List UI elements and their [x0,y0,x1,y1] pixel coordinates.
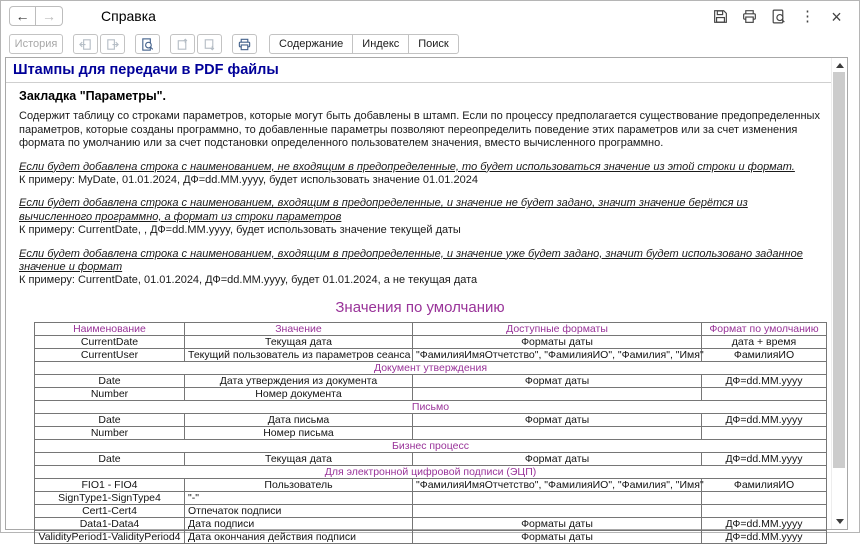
column-header: Доступные форматы [413,323,702,336]
section-label: Бизнес процесс [35,440,827,453]
table-cell: ФамилияИО [702,479,827,492]
table-cell: Дата письма [185,414,413,427]
print-button[interactable] [740,7,759,26]
table-cell: Пользователь [185,479,413,492]
save-icon [712,8,729,25]
section-label: Документ утверждения [35,362,827,375]
table-row [35,505,827,518]
table-cell: Отпечаток подписи [185,505,413,518]
table-cell [702,492,827,505]
table-cell: Date [35,453,185,466]
table-cell: Number [35,427,185,440]
intro-paragraph: Содержит таблицу со строками параметров, которые могут быть добавлены в штамп. Если по процессу предполагается существование предопределенных параметров, которые созданы программно, то добавленные параметры позволяют переопределить поведение этих параметров или за счет изменения формата по умолчанию или за счет подстановки определенного пользователем значения, вместо вычисленного программно. [19,110,820,150]
table-cell [413,427,702,440]
table-cell: Текущая дата [185,336,413,349]
rule-block-1 [19,161,821,188]
table-cell: Номер документа [185,388,413,401]
table-cell: Дата утверждения из документа [185,375,413,388]
table-cell: SignType1-SignType4 [35,492,185,505]
rule-3-example: К примеру: CurrentDate, 01.01.2024, ДФ=dd.MM.yyyy, будет 01.01.2024, а не текущая дата [19,274,478,287]
scroll-down-button[interactable] [832,515,847,528]
table-cell: Номер письма [185,427,413,440]
table-cell [702,388,827,401]
table-row [35,375,827,388]
table-cell: Date [35,375,185,388]
rule-2-example: К примеру: CurrentDate, , ДФ=dd.MM.yyyy, будет использовать значение текущей даты [19,224,461,237]
back-arrow-icon: ← [15,8,30,24]
vertical-scrollbar[interactable] [831,58,847,529]
back-button[interactable] [9,6,36,26]
column-header: Наименование [35,323,185,336]
find-button[interactable] [769,7,788,26]
scroll-up-button[interactable] [832,59,847,72]
table-cell [702,505,827,518]
prev-section-button[interactable] [170,34,195,54]
table-cell: FIO1 - FIO4 [35,479,185,492]
table-cell: ДФ=dd.MM.yyyy [702,531,827,544]
table-cell: "ФамилияИмяОтчетство", "ФамилияИО", "Фамилия", "Имя" [413,349,702,362]
table-cell: Формат даты [413,375,702,388]
table-row [35,349,827,362]
table-cell: "-" [185,492,413,505]
table-cell [702,427,827,440]
table-row [35,414,827,427]
table-cell [413,388,702,401]
toolbar [9,33,851,55]
table-cell: ДФ=dd.MM.yyyy [702,375,827,388]
article-title: Штампы для передачи в PDF файлы [6,58,831,83]
page-up-icon [175,37,190,52]
section-label: Для электронной цифровой подписи (ЭЦП) [35,466,827,479]
table-cell: Форматы даты [413,518,702,531]
section-heading: Закладка "Параметры". [19,89,167,103]
table-cell: Date [35,414,185,427]
table-cell: Cert1-Cert4 [35,505,185,518]
forward-button[interactable] [36,6,63,26]
kebab-menu-icon: ⋮ [800,8,815,25]
table-cell: CurrentDate [35,336,185,349]
close-icon: × [831,6,842,27]
print-topic-button[interactable] [232,34,257,54]
table-row [35,518,827,531]
prev-topic-button[interactable] [73,34,98,54]
column-header: Формат по умолчанию [702,323,827,336]
defaults-table-title: Значения по умолчанию [335,298,505,316]
printer-icon [237,37,252,52]
table-cell: ДФ=dd.MM.yyyy [702,453,827,466]
rule-block-3 [19,248,821,288]
forward-arrow-icon: → [42,8,56,24]
table-row [35,479,827,492]
section-row [35,466,827,479]
table-cell [413,505,702,518]
table-cell: Текущая дата [185,453,413,466]
table-row [35,453,827,466]
page-forward-icon [105,37,120,52]
close-button[interactable] [827,7,846,26]
table-cell: Дата подписи [185,518,413,531]
next-topic-button[interactable] [100,34,125,54]
table-cell: ДФ=dd.MM.yyyy [702,414,827,427]
section-label: Письмо [35,401,827,414]
table-cell: Data1-Data4 [35,518,185,531]
table-row [35,531,827,544]
table-cell: Форматы даты [413,336,702,349]
rule-2-text: Если будет добавлена строка с наименованием, входящим в предопределенные, и значение не будет задано, значит значение берётся из вычисленного программно, а формат из строки параметров [19,197,748,223]
rule-block-2 [19,197,821,237]
titlebar-actions [711,7,846,26]
scroll-down-icon [836,519,844,524]
magnify-page-icon [140,37,155,52]
table-cell: CurrentUser [35,349,185,362]
rule-3-text: Если будет добавлена строка с наименованием, входящим в предопределенные, и значение уже будет задано, значит будет использовано заданное значение и формат [19,247,803,274]
table-cell: ФамилияИО [702,349,827,362]
table-cell: Форматы даты [413,531,702,544]
titlebar [1,1,859,31]
defaults-table [34,322,827,544]
table-cell [413,492,702,505]
table-cell: Number [35,388,185,401]
rule-1-text: Если будет добавлена строка с наименованием, не входящим в предопределенные, то будет использоваться значение из этой строки и формат. [19,160,795,173]
table-header-row [35,323,827,336]
more-button[interactable] [798,7,817,26]
page-title: Справка [101,8,156,24]
rule-1-example: К примеру: MyDate, 01.01.2024, ДФ=dd.MM.yyyy, будет использовать значение 01.01.2024 [19,174,478,187]
tab-contents[interactable]: Содержание [269,34,353,54]
table-cell: ДФ=dd.MM.yyyy [702,518,827,531]
scroll-thumb[interactable] [833,72,845,468]
section-row [35,362,827,375]
table-row [35,388,827,401]
table-cell: дата + время [702,336,827,349]
table-cell: Дата окончания действия подписи [185,531,413,544]
find-in-page-icon [770,8,787,25]
tab-search[interactable]: Поиск [408,34,458,54]
table-row [35,427,827,440]
history-button[interactable]: История [9,34,63,54]
zoom-page-button[interactable] [135,34,160,54]
help-article [6,58,831,544]
section-row [35,440,827,453]
content-panel [5,57,848,544]
table-row [35,336,827,349]
section-row [35,401,827,414]
page-back-icon [78,37,93,52]
save-button[interactable] [711,7,730,26]
table-cell: ValidityPeriod1-ValidityPeriod4 [35,531,185,544]
page-down-icon [202,37,217,52]
table-cell: "ФамилияИмяОтчетство", "ФамилияИО", "Фамилия", "Имя" [413,479,702,492]
table-cell: Формат даты [413,453,702,466]
column-header: Значение [185,323,413,336]
table-cell: Текущий пользователь из параметров сеанса [185,349,413,362]
print-icon [741,8,758,25]
next-section-button[interactable] [197,34,222,54]
table-row [35,492,827,505]
tab-index[interactable]: Индекс [352,34,409,54]
scroll-up-icon [836,63,844,68]
history-nav-group [9,6,63,26]
table-cell: Формат даты [413,414,702,427]
help-tabs [269,34,459,54]
